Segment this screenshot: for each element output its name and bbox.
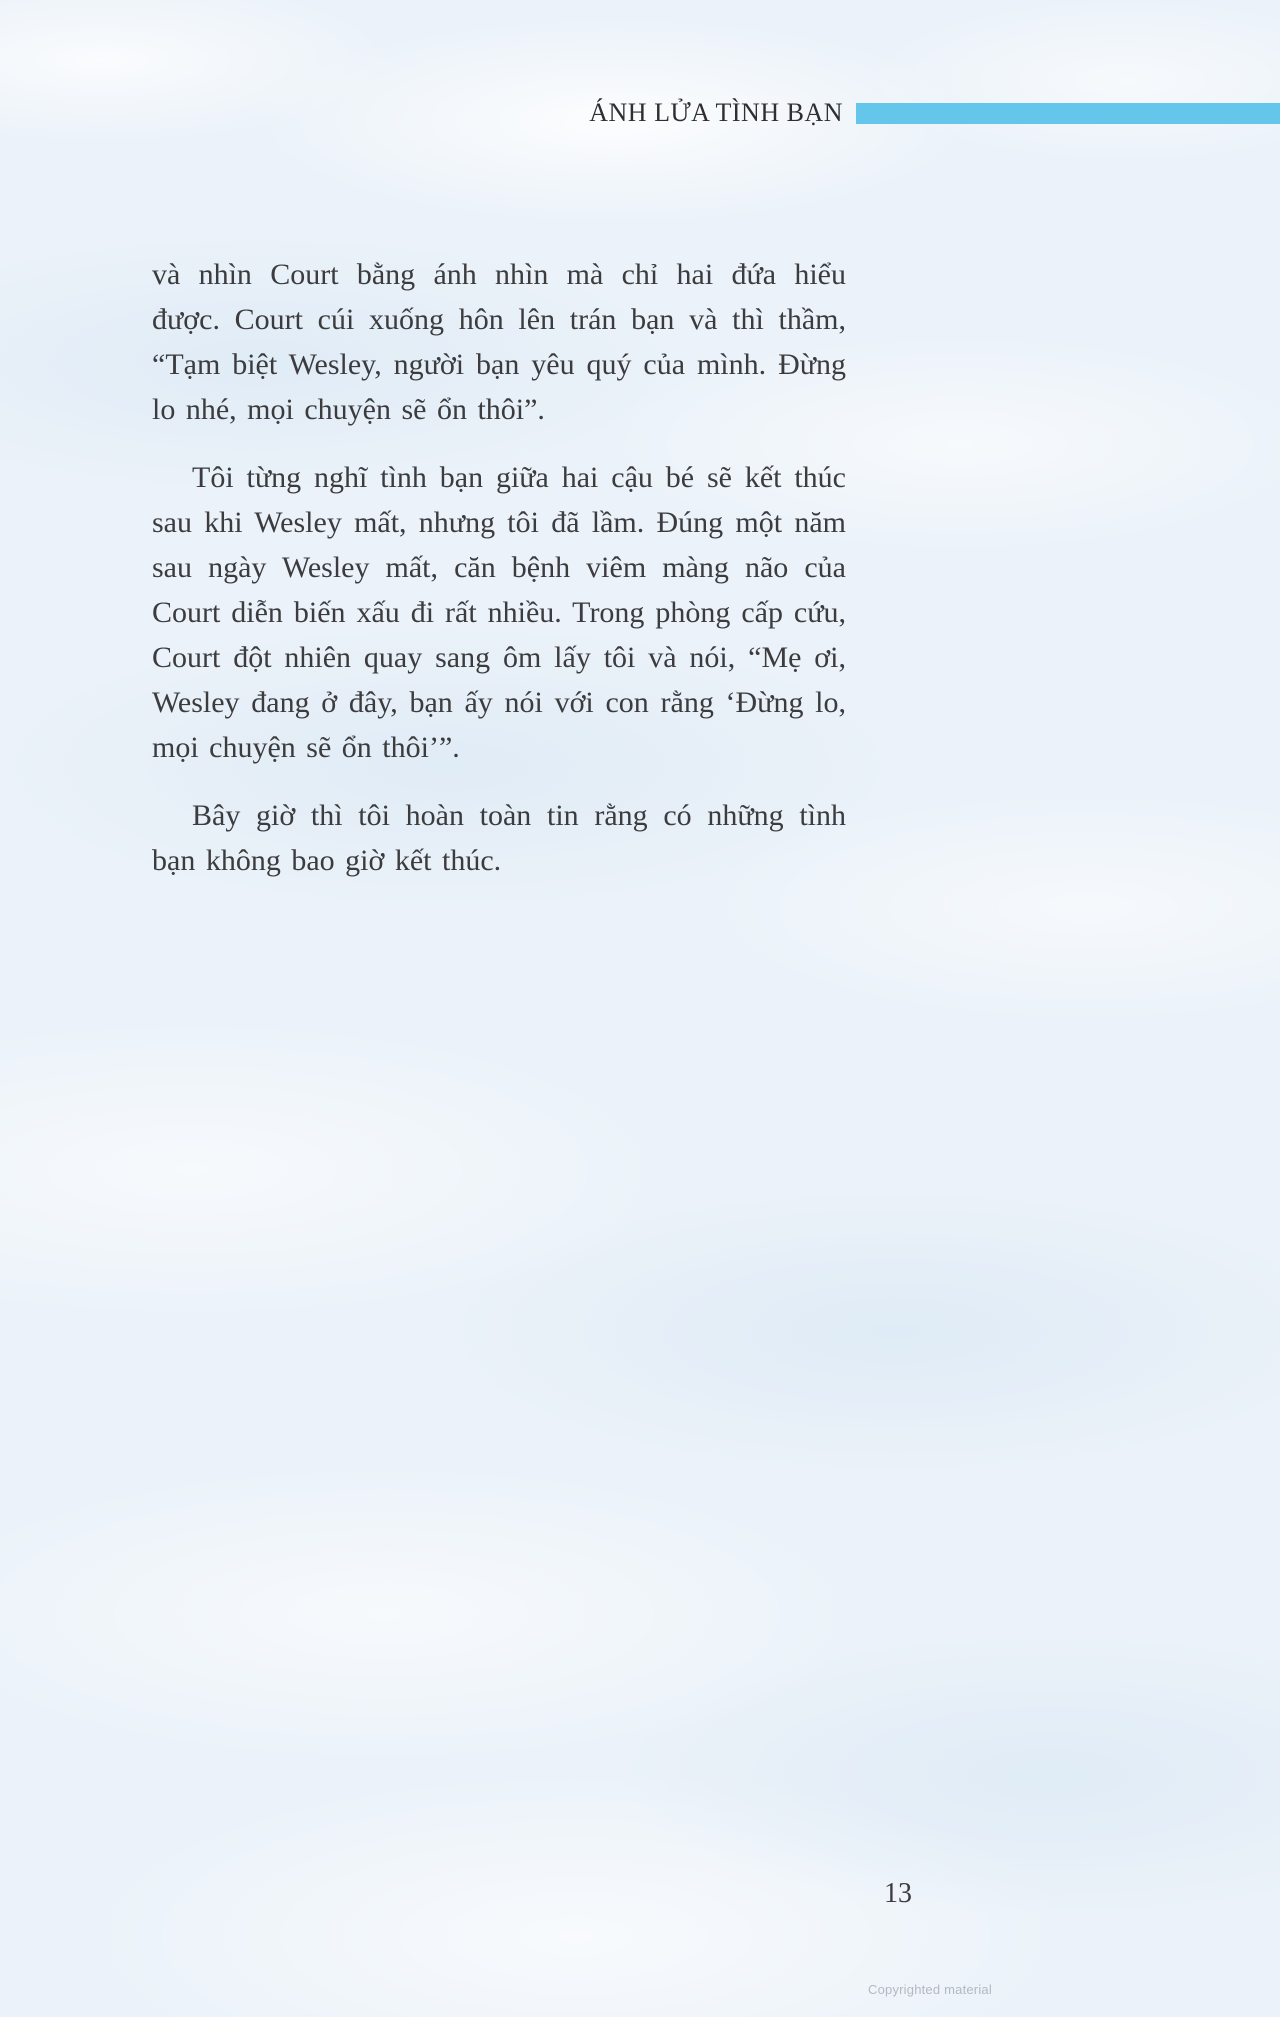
page-number: 13 [884, 1878, 912, 1909]
paragraph: Bây giờ thì tôi hoàn toàn tin rằng có những tình bạn không bao giờ kết thúc. [152, 799, 846, 877]
chapter-title: ÁNH LỬA TÌNH BẠN [589, 98, 843, 127]
paragraph: Tôi từng nghĩ tình bạn giữa hai cậu bé sẽ kết thúc sau khi Wesley mất, nhưng tôi đã lầm. Đúng một năm sau ngày Wesley mất, căn bệnh viêm màng não của Court diễn biến xấu đi rất nhiều. Trong phòng cấp cứu, Court đột nhiên quay sang ôm lấy tôi và nói, “Mẹ ơi, Wesley đang ở đây, bạn ấy nói với con rằng ‘Đừng lo, mọi chuyện sẽ ổn thôi’”. [152, 461, 846, 764]
header-accent-bar [856, 103, 1280, 124]
running-header [0, 96, 1280, 130]
page-body [152, 252, 846, 906]
paragraph: và nhìn Court bằng ánh nhìn mà chỉ hai đứa hiểu được. Court cúi xuống hôn lên trán bạn và thì thầm, “Tạm biệt Wesley, người bạn yêu quý của mình. Đừng lo nhé, mọi chuyện sẽ ổn thôi”. [152, 258, 846, 426]
copyright-notice: Copyrighted material [868, 1982, 992, 1997]
